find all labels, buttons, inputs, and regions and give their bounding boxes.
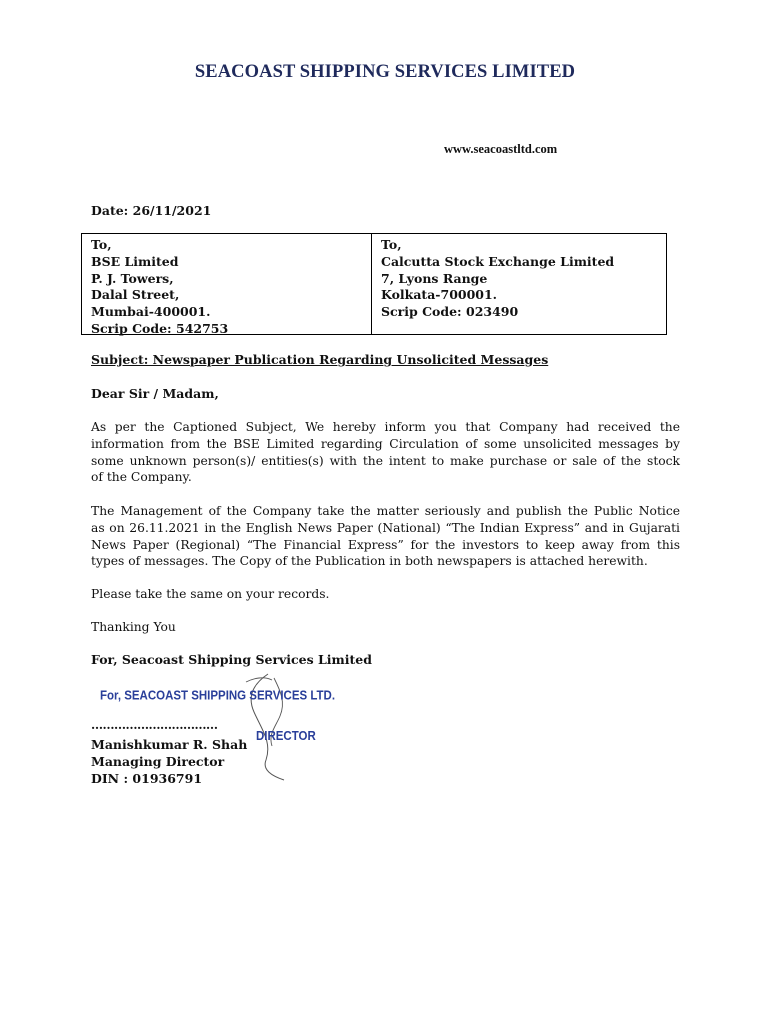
paragraph-line: types of messages. The Copy of the Publication in both newspapers is attached herewith. [91,554,648,569]
salutation: Dear Sir / Madam, [91,386,219,401]
closing-for-company: For, Seacoast Shipping Services Limited [91,652,372,667]
recipient-cse [372,234,666,334]
letter-subject: Subject: Newspaper Publication Regarding Unsolicited Messages [91,352,549,367]
recipient-address-table [81,233,667,335]
paragraph-records [91,586,680,603]
recipient-line: BSE Limited [91,253,179,269]
paragraph-line: Please take the same on your records. [91,587,330,601]
paragraph-thanks [91,619,680,636]
paragraph-line: some unknown person(s)/ entities(s) with the intent to make purchase or sale of the stock [91,453,680,468]
stamp-company-text: For, SEACOAST SHIPPING SERVICES LTD. [100,687,336,703]
paragraph-line: Thanking You [91,620,176,634]
recipient-line: P. J. Towers, [91,270,174,286]
paragraph-line: As per the Captioned Subject, We hereby inform you that Company had received the [91,420,680,434]
recipient-line: Scrip Code: 542753 [91,320,229,336]
company-letterhead-title: SEACOAST SHIPPING SERVICES LIMITED [194,62,576,82]
signatory-din: DIN : 01936791 [91,771,203,786]
signature-line: …………………………… [91,718,218,732]
paragraph-line: The Management of the Company take the matter seriously and publish the Public Notice [91,504,680,518]
recipient-line: 7, Lyons Range [381,270,488,286]
recipient-bse [82,234,372,334]
company-website[interactable]: www.seacoastltd.com [444,142,558,156]
paragraph-line: information from the BSE Limited regarding Circulation of some unsolicited messages by [91,436,680,451]
paragraph-notice [91,503,680,570]
stamp-director-text: DIRECTOR [256,728,316,744]
recipient-line: Scrip Code: 023490 [381,304,519,320]
recipient-line: Kolkata-700001. [381,287,498,303]
signatory-title: Managing Director [91,754,225,769]
paragraph-line: News Paper (Regional) “The Financial Express” for the investors to keep away from this [91,537,680,552]
signatory-name: Manishkumar R. Shah [91,737,248,752]
letter-date: Date: 26/11/2021 [91,203,212,218]
recipient-line: Dalal Street, [91,287,180,303]
paragraph-line: as on 26.11.2021 in the English News Paper (National) “The Indian Express” and in Gujarati [91,520,680,535]
signatory-block [91,736,247,787]
recipient-line: Mumbai-400001. [91,304,211,320]
recipient-line: To, [91,237,112,252]
recipient-line: To, [381,237,402,252]
recipient-line: Calcutta Stock Exchange Limited [381,253,615,269]
paragraph-line: of the Company. [91,470,192,485]
paragraph-intro [91,419,680,486]
